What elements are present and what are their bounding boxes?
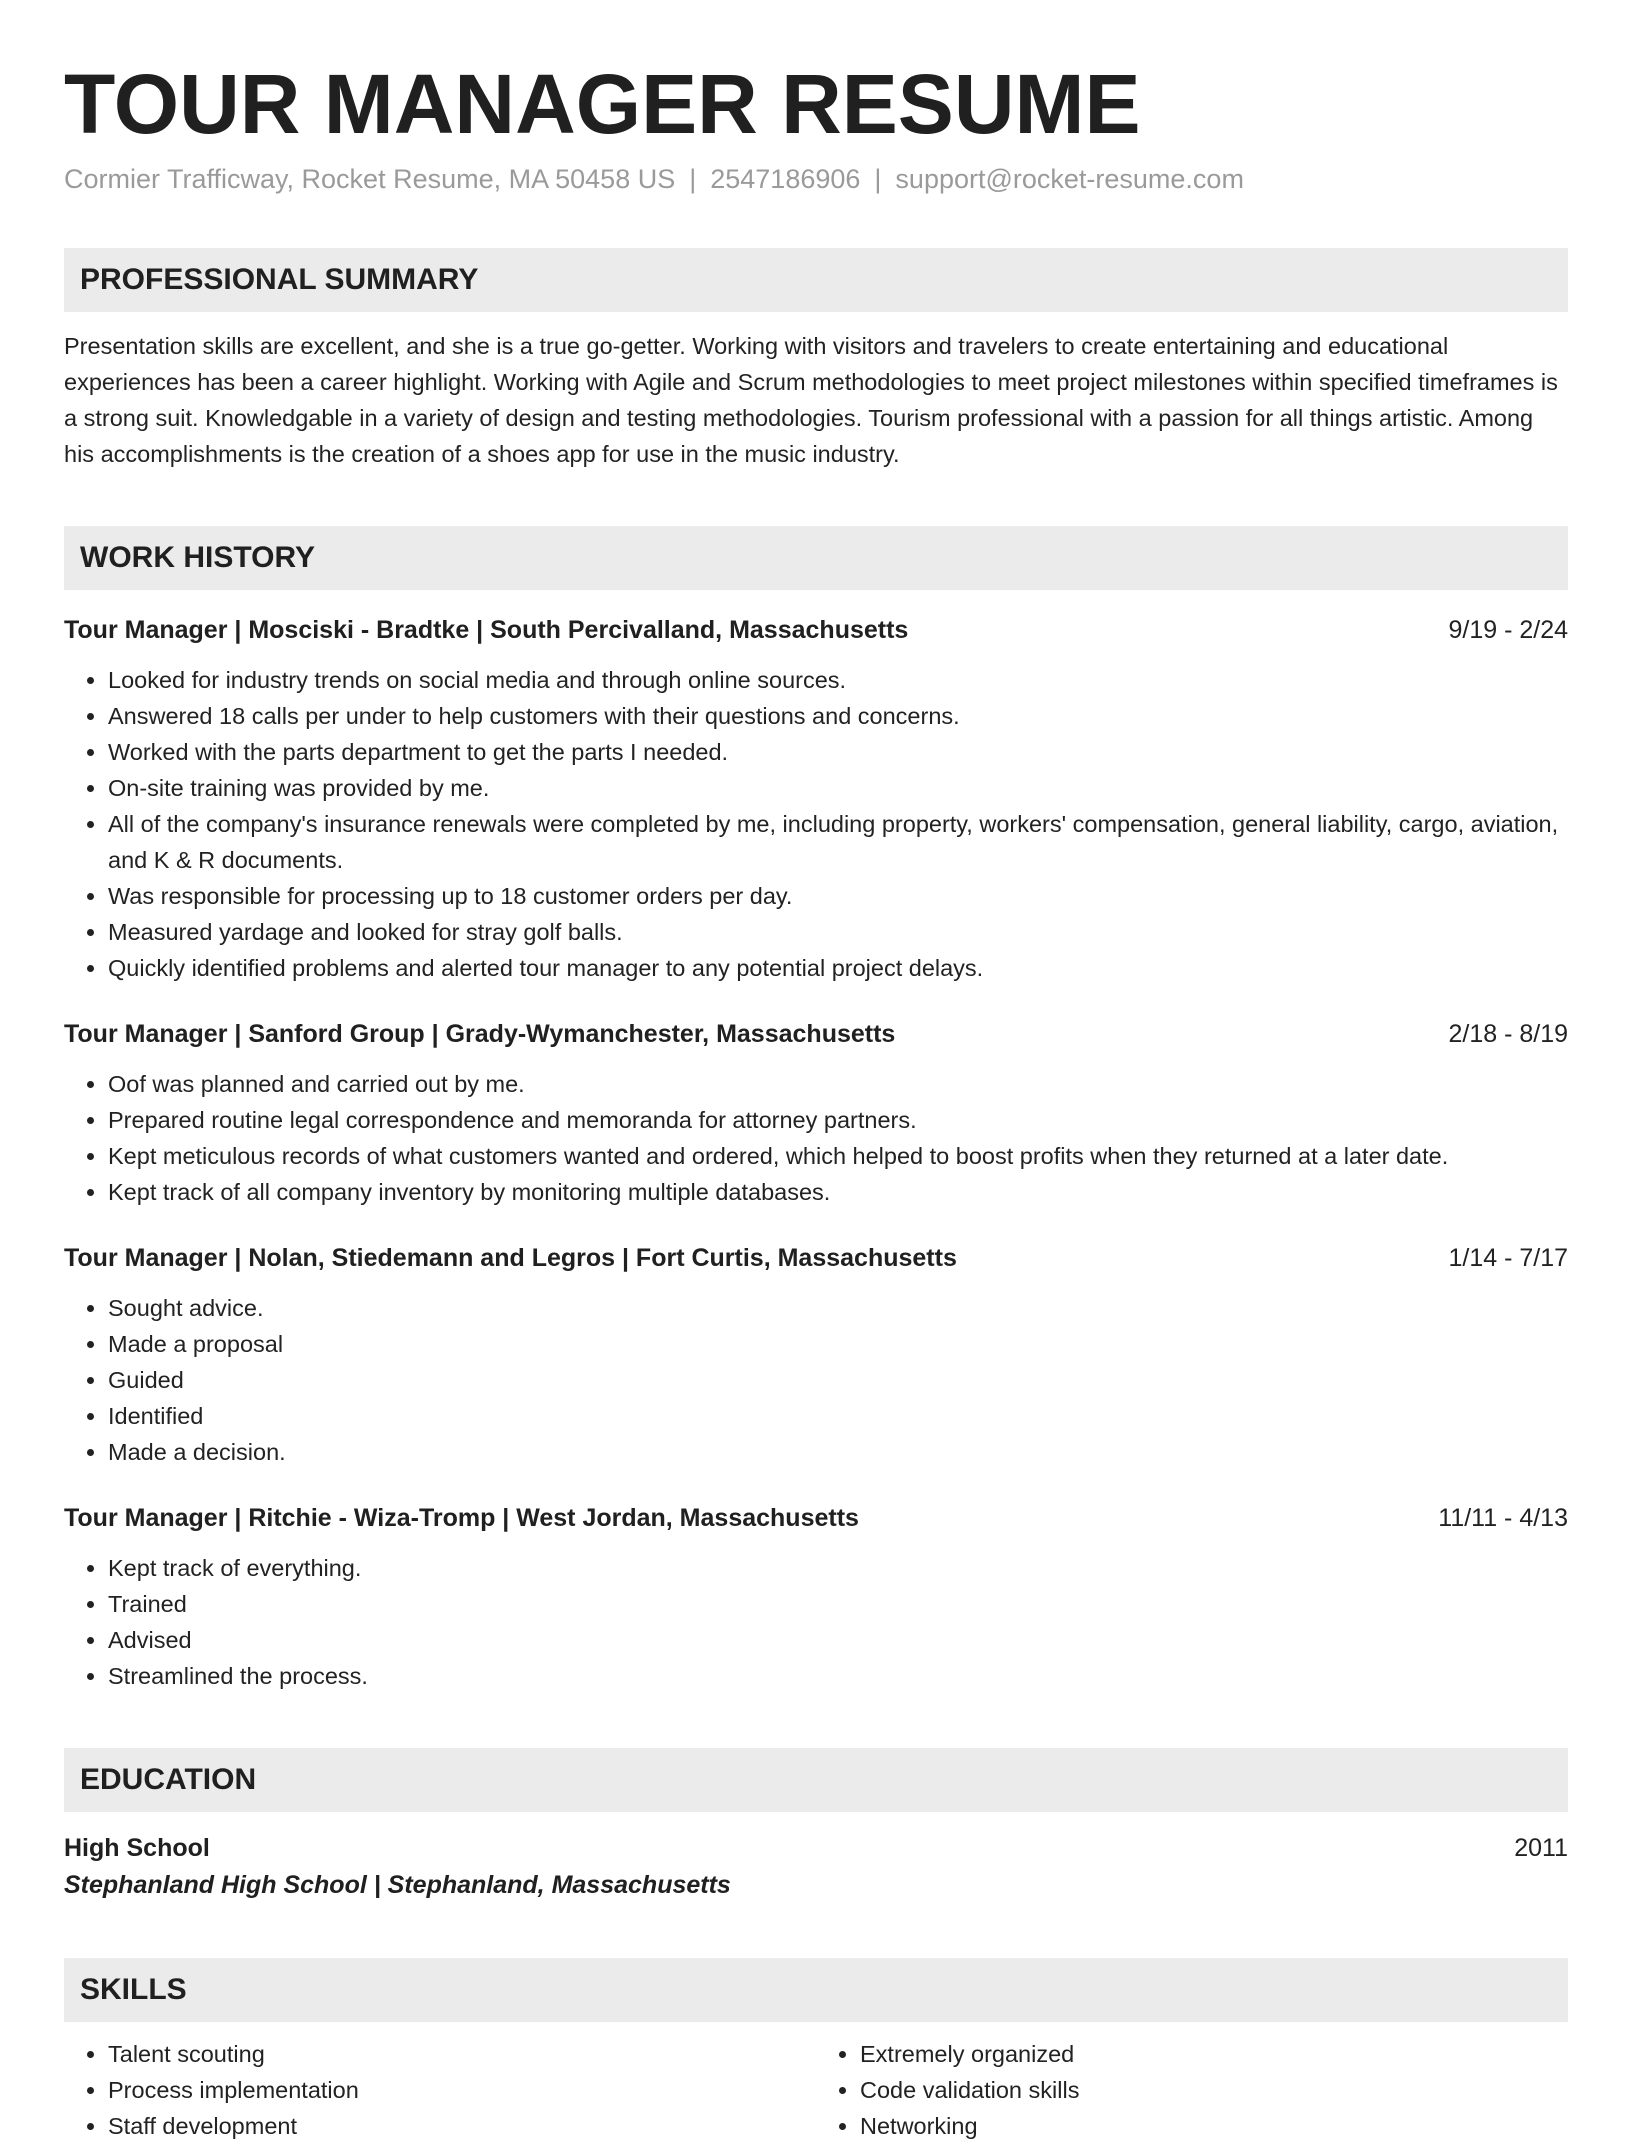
job-bullets	[64, 1550, 1568, 1694]
skill-item: • Networking	[860, 2108, 1568, 2144]
page-title: TOUR MANAGER RESUME	[64, 57, 1141, 151]
contact-separator: |	[689, 164, 697, 194]
list-item: • Kept track of everything.	[108, 1550, 1568, 1586]
list-item: • Was responsible for processing up to 18 customer orders per day.	[108, 878, 1568, 914]
work-entry	[64, 1016, 1568, 1210]
section-heading-education: EDUCATION	[64, 1748, 1568, 1812]
list-item: • Prepared routine legal correspondence and memoranda for attorney partners.	[108, 1102, 1568, 1138]
list-item: • All of the company's insurance renewals were completed by me, including property, workers' compensation, general liability, cargo, aviation, and K & R documents.	[108, 806, 1568, 878]
list-item: • Answered 18 calls per under to help customers with their questions and concerns.	[108, 698, 1568, 734]
skill-item: • Code validation skills	[860, 2072, 1568, 2108]
job-dates: 2/18 - 8/19	[1448, 1020, 1568, 1048]
work-entry-header	[64, 1016, 1568, 1052]
skill-item: • Process implementation	[108, 2072, 816, 2108]
summary-text: Presentation skills are excellent, and she is a true go-getter. Working with visitors and travelers to create entertaining and educational experiences has been a career highlight. Working with Agile and Scrum methodologies to meet project milestones within specified timeframes is a strong suit. Knowledgable in a variety of design and testing methodologies. Tourism professional with a passion for all things artistic. Among his accomplishments is the creation of a shoes app for use in the music industry.	[64, 333, 1558, 467]
contact-email: support@rocket-resume.com	[895, 164, 1244, 194]
skills-list-left	[64, 2036, 816, 2144]
work-entry-header	[64, 1500, 1568, 1536]
list-item: • On-site training was provided by me.	[108, 770, 1568, 806]
list-item: • Kept track of all company inventory by monitoring multiple databases.	[108, 1174, 1568, 1210]
list-item: • Streamlined the process.	[108, 1658, 1568, 1694]
skill-item: • Extremely organized	[860, 2036, 1568, 2072]
list-item: • Looked for industry trends on social media and through online sources.	[108, 662, 1568, 698]
job-dates: 1/14 - 7/17	[1448, 1244, 1568, 1272]
list-item: • Identified	[108, 1398, 1568, 1434]
section-heading-summary: PROFESSIONAL SUMMARY	[64, 248, 1568, 312]
resume-content	[64, 0, 1568, 2144]
job-dates: 9/19 - 2/24	[1448, 616, 1568, 644]
list-item: • Sought advice.	[108, 1290, 1568, 1326]
list-item: • Quickly identified problems and alerted tour manager to any potential project delays.	[108, 950, 1568, 986]
job-bullets	[64, 662, 1568, 986]
job-title: Tour Manager | Nolan, Stiedemann and Legros | Fort Curtis, Massachusetts	[64, 1244, 957, 1272]
education-entry	[64, 1830, 1568, 1904]
list-item: • Worked with the parts department to get the parts I needed.	[108, 734, 1568, 770]
list-item: • Guided	[108, 1362, 1568, 1398]
contact-separator: |	[874, 164, 882, 194]
contact-line	[64, 162, 1568, 196]
list-item: • Made a decision.	[108, 1434, 1568, 1470]
job-bullets	[64, 1290, 1568, 1470]
work-entry	[64, 1240, 1568, 1470]
job-title: Tour Manager | Mosciski - Bradtke | South Percivalland, Massachusetts	[64, 616, 909, 644]
list-item: • Advised	[108, 1622, 1568, 1658]
contact-phone: 2547186906	[710, 164, 861, 194]
work-entry-header	[64, 1240, 1568, 1276]
job-title: Tour Manager | Sanford Group | Grady-Wymanchester, Massachusetts	[64, 1020, 896, 1048]
section-heading-work: WORK HISTORY	[64, 526, 1568, 590]
contact-address: Cormier Trafficway, Rocket Resume, MA 50458 US	[64, 164, 676, 194]
education-header	[64, 1830, 1568, 1866]
work-entry-header	[64, 612, 1568, 648]
education-degree: High School	[64, 1834, 210, 1862]
work-entry	[64, 612, 1568, 986]
education-school: Stephanland High School | Stephanland, Massachusetts	[64, 1871, 731, 1899]
section-heading-skills: SKILLS	[64, 1958, 1568, 2022]
work-entry	[64, 1500, 1568, 1694]
job-title: Tour Manager | Ritchie - Wiza-Tromp | West Jordan, Massachusetts	[64, 1504, 859, 1532]
list-item: • Kept meticulous records of what customers wanted and ordered, which helped to boost profits when they returned at a later date.	[108, 1138, 1568, 1174]
list-item: • Made a proposal	[108, 1326, 1568, 1362]
work-history-list	[64, 612, 1568, 1694]
job-bullets	[64, 1066, 1568, 1210]
skill-item: • Staff development	[108, 2108, 816, 2144]
job-dates: 11/11 - 4/13	[1438, 1504, 1568, 1532]
skills-list-right	[816, 2036, 1568, 2144]
list-item: • Trained	[108, 1586, 1568, 1622]
list-item: • Oof was planned and carried out by me.	[108, 1066, 1568, 1102]
skill-item: • Talent scouting	[108, 2036, 816, 2072]
skills-columns	[64, 2036, 1568, 2144]
education-year: 2011	[1514, 1834, 1568, 1862]
list-item: • Measured yardage and looked for stray golf balls.	[108, 914, 1568, 950]
